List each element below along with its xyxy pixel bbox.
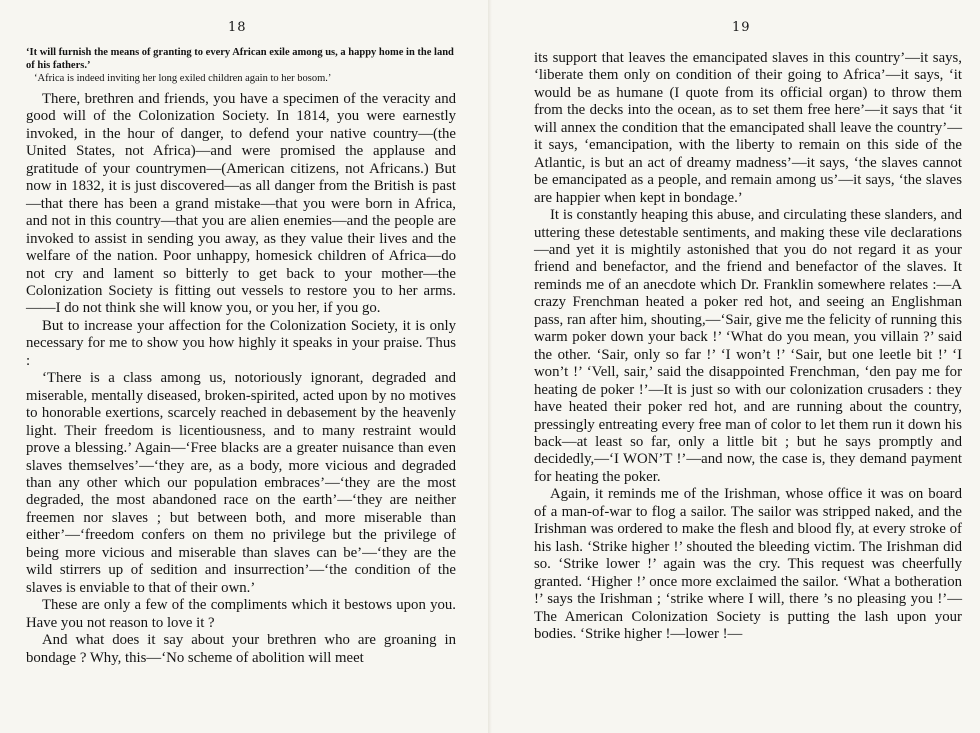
epigraph-quote: ‘It will furnish the means of granting to every African exile among us, a happy home in the land of his fathers.’	[26, 47, 454, 71]
paragraph: These are only a few of the compliments which it bestows upon you. Have you not reason to love it ?	[26, 597, 456, 631]
page-number: 19	[732, 20, 751, 35]
epigraph-quote: ‘Africa is indeed inviting her long exiled children again to her bosom.’	[34, 73, 332, 84]
right-page	[490, 0, 980, 733]
paragraph: its support that leaves the emancipated slaves in this country’—it says, ‘liberate them only on condition of their going to Africa’—it says, ‘it would be as humane (I quote from its official organ) to throw them from the decks into the ocean, as to set them free here’—it says that ‘it will annex the condition that the emancipated shall leave the country’—it says, ‘emancipation, with the liberty to remain on this side of the Atlantic, is but an act of dreamy madness’—it says, ‘the slaves cannot be emancipated as a people, and remain among us’—it says, ‘the slaves are happier when kept in bondage.’	[534, 50, 962, 206]
right-text-column	[534, 50, 962, 643]
paragraph: But to increase your affection for the Colonization Society, it is only necessary for me to show you how highly it speaks in your praise. Thus :	[26, 317, 456, 369]
paragraph: And what does it say about your brethren who are groaning in bondage ? Why, this—‘No scheme of abolition will meet	[26, 632, 456, 666]
paragraph: Again, it reminds me of the Irishman, whose office it was on board of a man-of-war to flog a sailor. The sailor was stripped naked, and the Irishman was ordered to make the flesh and blood fly, at every stroke of his lash. ‘Strike higher !’ shouted the bleeding victim. The Irishman did so. ‘Strike lower !’ again was the cry. This request was cheerfully granted. ‘Higher !’ once more exclaimed the sailor. ‘What a botheration !’ says the Irishman ; ‘strike where I will, there ’s no pleasing you !’—The American Colonization Society is putting the lash upon your bodies. ‘Strike higher !—lower !—	[534, 486, 962, 642]
paragraph: There, brethren and friends, you have a specimen of the veracity and good will of the Colonization Society. In 1814, you were earnestly invoked, in the hour of danger, to defend your native country—(the United States, not Africa)—and were promised the applause and gratitude of your countrymen—(American citizens, not Africans.) But now in 1832, it is just discovered—as all danger from the British is past—that there has been a grand mistake—that you were born in Africa, and not in this country—that you are alien enemies—and the people are invoked to assist in sending you away, as they value their lives and the welfare of the nation. Poor unhappy, homesick children of Africa—do not cry and lament so bitterly to get back to your mother—the Colonization Society is fitting out vessels to restore you to her arms.——I do not think she will know you, or you her, if you go.	[26, 91, 456, 317]
page-number: 18	[228, 20, 247, 35]
left-text-column	[26, 46, 456, 667]
paragraph: It is constantly heaping this abuse, and circulating these slanders, and uttering these detestable sentiments, and making these vile declarations—and yet it is mightily astonished that you do not regard it as your friend and benefactor, and the friend and benefactor of the slaves. It reminds me of an anecdote which Dr. Franklin somewhere relates :—A crazy Frenchman heated a poker red hot, and seeing an Englishman pass, ran after him, shouting,—‘Sair, give me the felicity of running this warm poker down your back !’ ‘What do you mean, you villain ?’ said the other. ‘Sair, only so far !’ ‘I won’t !’ ‘Sair, but one leetle bit !’ ‘I won’t !’ ‘Vell, sair,’ said the disappointed Frenchman, ‘den pay me for heating de poker !’—It is just so with our colonization crusaders : they have heated their poker red hot, and are running about the country, pressingly entreating every free man of color to let them run it down his back—at least so far, only a little bit ; but he says promptly and decidedly,—‘I WON’T !’—and now, the case is, they demand payment for heating the poker.	[534, 207, 962, 485]
paragraph: ‘There is a class among us, notoriously ignorant, degraded and miserable, mentally diseased, broken-spirited, acted upon by no motives to honorable exertions, scarcely reached in debasement by the heavenly light. Their freedom is licentiousness, and to many restraint would prove a blessing.’ Again—‘Free blacks are a greater nuisance than even slaves themselves’—‘they are, as a body, more vicious and degraded than any other which our population embraces’—‘they are the most degraded, the most abandoned race on the earth’—‘they are neither freemen nor slaves ; but between both, and more miserable than either’—‘freedom confers on them no privilege but the privilege of being more vicious and miserable than slaves can be’—‘they are the wild stirrers up of sedition and insurrection’—‘the condition of the slaves is enviable to that of their own.’	[26, 370, 456, 596]
